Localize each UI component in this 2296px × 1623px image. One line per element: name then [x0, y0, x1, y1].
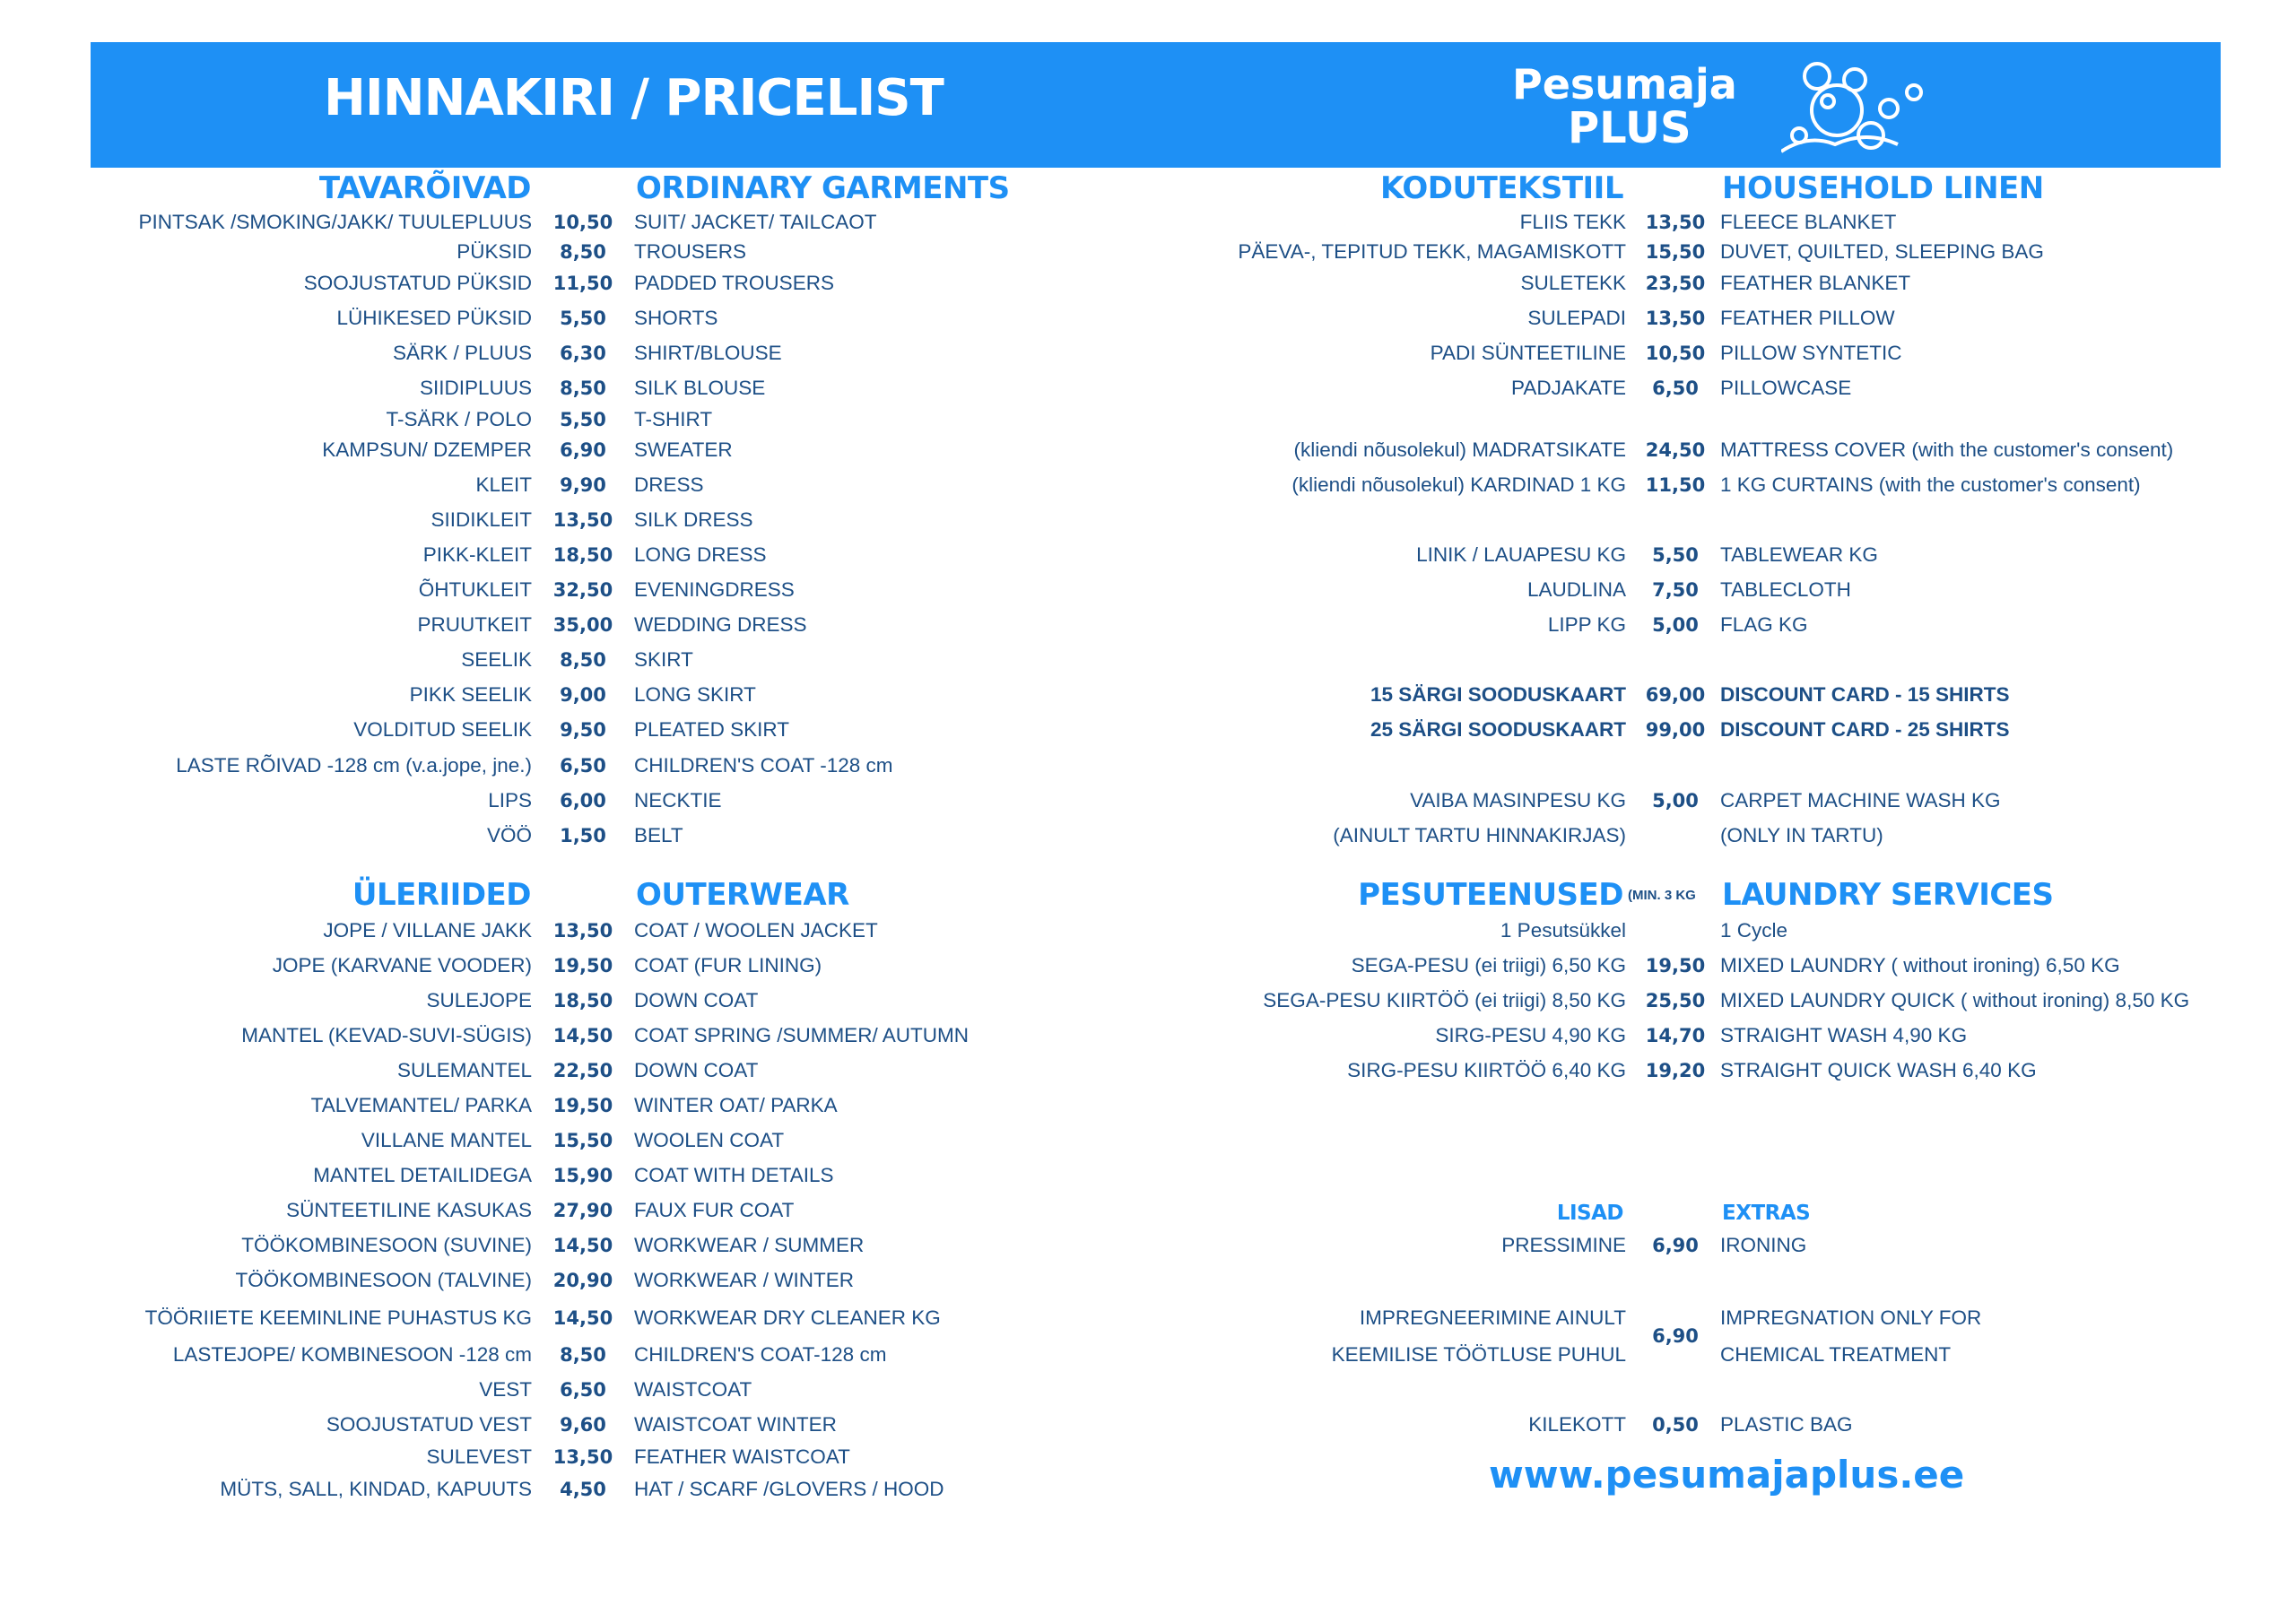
item-price: 5,00: [1652, 614, 1699, 636]
price-row-1-kg-curtains-with-the-customer-s-consen: [0, 471, 2296, 499]
ordinary-garments-heading-et: TAVARÕIVAD: [318, 170, 531, 206]
item-price: 13,50: [1645, 308, 1706, 329]
item-label-en: PADDED TROUSERS: [634, 272, 834, 294]
laundry-services-heading-et: PESUTEENUSED: [1358, 877, 1623, 913]
item-price: 22,50: [552, 1060, 613, 1081]
item-price: 14,50: [552, 1025, 613, 1046]
bubbles-icon: [1781, 55, 1943, 162]
logo-text-line2: PLUS: [1568, 103, 1692, 153]
item-label-en: SKIRT: [634, 648, 693, 671]
item-label-en: FEATHER PILLOW: [1720, 307, 1895, 329]
item-label-en: FLAG KG: [1720, 613, 1808, 636]
price-row-impregnation-only-for: [0, 1304, 2296, 1332]
extras-heading-en: EXTRAS: [1722, 1202, 1811, 1225]
item-price: 11,50: [552, 273, 613, 294]
item-label-en: PLASTIC BAG: [1720, 1413, 1853, 1436]
item-label-en: COAT (FUR LINING): [634, 954, 822, 976]
item-label-et: KAMPSUN/ DZEMPER: [322, 438, 532, 461]
household-linen-heading-et: KODUTEKSTIIL: [1380, 170, 1623, 206]
item-label-en: MIXED LAUNDRY QUICK ( without ironing) 8,50 KG: [1720, 989, 2190, 1011]
item-label-en: PILLOW SYNTETIC: [1720, 342, 1902, 364]
item-price: 6,50: [560, 755, 606, 777]
item-label-et: SULEVEST: [426, 1445, 532, 1468]
price-row-discount-card-15-shirts: [0, 681, 2296, 709]
item-label-en: TROUSERS: [634, 240, 747, 263]
item-label-en: DISCOUNT CARD - 25 SHIRTS: [1720, 718, 2010, 741]
item-label-en: STRAIGHT QUICK WASH 6,40 KG: [1720, 1059, 2037, 1081]
household-linen-heading-en: HOUSEHOLD LINEN: [1722, 170, 2044, 206]
item-price: 14,50: [552, 1307, 613, 1329]
page-title: HINNAKIRI / PRICELIST: [324, 69, 944, 127]
item-price: 9,50: [560, 719, 606, 741]
price-row-chemical-treatment: [0, 1341, 2296, 1369]
item-price: 19,50: [1645, 955, 1706, 976]
item-price: 9,00: [560, 684, 606, 706]
item-label-et: SEGA-PESU KIIRTÖÖ (ei triigi) 8,50 KG: [1263, 989, 1626, 1011]
item-label-et: PRUUTKEIT: [417, 613, 532, 636]
item-label-et: PINTSAK /SMOKING/JAKK/ TUULEPLUUS: [138, 211, 532, 233]
item-price: 27,90: [552, 1200, 613, 1221]
item-price: 13,50: [1645, 212, 1706, 233]
item-label-en: MATTRESS COVER (with the customer's consent): [1720, 438, 2174, 461]
item-label-en: WORKWEAR DRY CLEANER KG: [634, 1306, 941, 1329]
item-label-en: COAT WITH DETAILS: [634, 1164, 834, 1186]
item-label-en: COAT SPRING /SUMMER/ AUTUMN: [634, 1024, 969, 1046]
item-price: 32,50: [552, 579, 613, 601]
item-label-en: SUIT/ JACKET/ TAILCAOT: [634, 211, 877, 233]
item-label-en: DOWN COAT: [634, 989, 759, 1011]
price-row-mixed-laundry-without-ironing-6-50-kg: [0, 951, 2296, 980]
item-label-en: TABLECLOTH: [1720, 578, 1851, 601]
item-label-et: SIRG-PESU KIIRTÖÖ 6,40 KG: [1347, 1059, 1626, 1081]
price-row-coat-with-details: [0, 1161, 2296, 1190]
item-price: 6,00: [560, 790, 606, 812]
item-label-et: 15 SÄRGI SOODUSKAART: [1370, 683, 1626, 706]
price-row-carpet-machine-wash-kg: [0, 786, 2296, 815]
item-label-en: FEATHER WAISTCOAT: [634, 1445, 850, 1468]
item-price: 1,50: [560, 825, 606, 846]
item-label-et: SIRG-PESU 4,90 KG: [1435, 1024, 1626, 1046]
item-label-en: CHILDREN'S COAT -128 cm: [634, 754, 893, 777]
item-price: 8,50: [560, 378, 606, 399]
price-row-1-cycle: [0, 916, 2296, 945]
impregnation-price: 6,90: [1652, 1325, 1699, 1347]
item-label-et: JOPE (KARVANE VOODER): [272, 954, 532, 976]
price-row-workwear-winter: [0, 1266, 2296, 1295]
item-label-et: SEGA-PESU (ei triigi) 6,50 KG: [1351, 954, 1626, 976]
item-price: 23,50: [1645, 273, 1706, 294]
item-price: 15,50: [1645, 241, 1706, 263]
item-label-en: SHIRT/BLOUSE: [634, 342, 782, 364]
item-label-en: WOOLEN COAT: [634, 1129, 785, 1151]
item-label-en: FEATHER BLANKET: [1720, 272, 1911, 294]
item-price: 25,50: [1645, 990, 1706, 1011]
item-label-en: TABLEWEAR KG: [1720, 543, 1878, 566]
item-price: 4,50: [560, 1479, 606, 1500]
item-label-en: DISCOUNT CARD - 15 SHIRTS: [1720, 683, 2010, 706]
item-label-en: (ONLY IN TARTU): [1720, 824, 1883, 846]
item-price: 18,50: [552, 544, 613, 566]
item-price: 20,90: [552, 1270, 613, 1291]
item-label-et: PADJAKATE: [1511, 377, 1626, 399]
item-label-et: SOOJUSTATUD PÜKSID: [303, 272, 532, 294]
item-label-et: SIIDIKLEIT: [430, 508, 532, 531]
item-label-en: BELT: [634, 824, 683, 846]
price-row-skirt: [0, 646, 2296, 674]
item-price: 8,50: [560, 1344, 606, 1366]
item-price: 99,00: [1645, 719, 1706, 741]
item-price: 10,50: [1645, 343, 1706, 364]
item-label-et: VILLANE MANTEL: [361, 1129, 532, 1151]
item-label-en: SWEATER: [634, 438, 733, 461]
item-price: 6,90: [1652, 1235, 1699, 1256]
item-label-et: PIKK SEELIK: [409, 683, 532, 706]
item-label-et: SULEPADI: [1527, 307, 1626, 329]
item-price: 15,50: [552, 1130, 613, 1151]
item-label-en: DUVET, QUILTED, SLEEPING BAG: [1720, 240, 2044, 263]
item-label-et: 25 SÄRGI SOODUSKAART: [1370, 718, 1626, 741]
item-label-en: CHEMICAL TREATMENT: [1720, 1343, 1952, 1366]
item-label-et: KEEMILISE TÖÖTLUSE PUHUL: [1331, 1343, 1626, 1366]
item-label-et: VEST: [479, 1378, 532, 1401]
item-label-et: KLEIT: [475, 473, 532, 496]
item-label-en: SHORTS: [634, 307, 718, 329]
item-label-en: IRONING: [1720, 1234, 1807, 1256]
item-price: 24,50: [1645, 439, 1706, 461]
item-price: 19,20: [1645, 1060, 1706, 1081]
item-label-en: FLEECE BLANKET: [1720, 211, 1897, 233]
item-price: 10,50: [552, 212, 613, 233]
item-label-en: CHILDREN'S COAT-128 cm: [634, 1343, 887, 1366]
item-label-en: WINTER OAT/ PARKA: [634, 1094, 838, 1116]
item-label-en: MIXED LAUNDRY ( without ironing) 6,50 KG: [1720, 954, 2120, 976]
item-price: 8,50: [560, 649, 606, 671]
item-label-et: SULEMANTEL: [396, 1059, 532, 1081]
price-row-only-in-tartu: [0, 821, 2296, 850]
item-price: 15,90: [552, 1165, 613, 1186]
item-price: 5,50: [560, 308, 606, 329]
item-price: 5,50: [560, 409, 606, 430]
price-row-fleece-blanket: [0, 208, 2296, 237]
item-price: 6,30: [560, 343, 606, 364]
item-label-et: LÜHIKESED PÜKSID: [336, 307, 532, 329]
price-row-pillow-syntetic: [0, 339, 2296, 368]
item-price: 8,50: [560, 241, 606, 263]
item-label-et: LAUDLINA: [1526, 578, 1626, 601]
item-label-et: LINIK / LAUAPESU KG: [1416, 543, 1626, 566]
item-price: 14,70: [1645, 1025, 1706, 1046]
item-label-et: MANTEL DETAILIDEGA: [313, 1164, 532, 1186]
item-price: 14,50: [552, 1235, 613, 1256]
item-price: 19,50: [552, 955, 613, 976]
item-price: 13,50: [552, 920, 613, 942]
pesumaja-plus-logo: [1512, 58, 1943, 159]
item-label-et: SULEJOPE: [426, 989, 532, 1011]
price-row-children-s-coat-128-cm: [0, 751, 2296, 780]
price-row-straight-quick-wash-6-40-kg: [0, 1056, 2296, 1085]
item-label-et: PÜKSID: [457, 240, 532, 263]
laundry-min-note: (MIN. 3 KG: [1628, 888, 1696, 903]
item-label-et: MÜTS, SALL, KINDAD, KAPUUTS: [220, 1478, 532, 1500]
item-label-et: PÄEVA-, TEPITUD TEKK, MAGAMISKOTT: [1238, 240, 1626, 263]
item-label-et: LASTE RÕIVAD -128 cm (v.a.jope, jne.): [176, 754, 532, 777]
item-price: 35,00: [552, 614, 613, 636]
price-row-mattress-cover-with-the-customer-s-conse: [0, 436, 2296, 464]
price-row-feather-pillow: [0, 304, 2296, 333]
item-price: 6,90: [560, 439, 606, 461]
item-label-en: DOWN COAT: [634, 1059, 759, 1081]
item-label-et: LASTEJOPE/ KOMBINESOON -128 cm: [172, 1343, 532, 1366]
item-label-en: LONG SKIRT: [634, 683, 756, 706]
item-label-et: (AINULT TARTU HINNAKIRJAS): [1333, 824, 1626, 846]
item-price: 7,50: [1652, 579, 1699, 601]
item-label-et: IMPREGNEERIMINE AINULT: [1359, 1306, 1626, 1329]
ordinary-garments-heading-en: ORDINARY GARMENTS: [636, 170, 1010, 206]
item-label-et: SÄRK / PLUUS: [392, 342, 532, 364]
item-label-et: SIIDIPLUUS: [419, 377, 532, 399]
price-row-faux-fur-coat: [0, 1196, 2296, 1225]
item-price: 9,90: [560, 474, 606, 496]
laundry-services-heading-en: LAUNDRY SERVICES: [1722, 877, 2054, 913]
price-row-woolen-coat: [0, 1126, 2296, 1155]
item-label-en: COAT / WOOLEN JACKET: [634, 919, 878, 942]
item-label-en: WAISTCOAT WINTER: [634, 1413, 837, 1436]
item-label-en: 1 KG CURTAINS (with the customer's consent): [1720, 473, 2141, 496]
item-label-en: T-SHIRT: [634, 408, 713, 430]
item-label-en: FAUX FUR COAT: [634, 1199, 795, 1221]
item-label-et: SEELIK: [461, 648, 532, 671]
item-label-et: ÕHTUKLEIT: [418, 578, 532, 601]
item-price: 11,50: [1645, 474, 1706, 496]
item-label-et: SÜNTEETILINE KASUKAS: [286, 1199, 532, 1221]
item-label-et: TALVEMANTEL/ PARKA: [310, 1094, 532, 1116]
item-label-et: KILEKOTT: [1528, 1413, 1626, 1436]
item-label-en: WORKWEAR / SUMMER: [634, 1234, 865, 1256]
item-label-et: T-SÄRK / POLO: [386, 408, 532, 430]
item-label-en: WEDDING DRESS: [634, 613, 807, 636]
header-banner: [91, 42, 2221, 168]
price-row-silk-dress: [0, 506, 2296, 534]
extras-heading-et: LISAD: [1556, 1202, 1623, 1225]
item-label-et: VÖÖ: [486, 824, 532, 846]
price-row-t-shirt: [0, 405, 2296, 434]
item-label-en: EVENINGDRESS: [634, 578, 795, 601]
item-label-en: 1 Cycle: [1720, 919, 1788, 942]
price-row-tablecloth: [0, 576, 2296, 604]
item-label-et: SULETEKK: [1520, 272, 1626, 294]
item-label-et: LIPP KG: [1547, 613, 1626, 636]
price-row-discount-card-25-shirts: [0, 716, 2296, 744]
item-label-et: FLIIS TEKK: [1519, 211, 1626, 233]
item-price: 9,60: [560, 1414, 606, 1436]
price-row-ironing: [0, 1231, 2296, 1260]
price-row-flag-kg: [0, 611, 2296, 639]
item-price: 5,50: [1652, 544, 1699, 566]
price-row-pillowcase: [0, 374, 2296, 403]
item-price: 6,50: [1652, 378, 1699, 399]
item-price: 69,00: [1645, 684, 1706, 706]
item-label-et: LIPS: [488, 789, 532, 812]
price-row-winter-oat-parka: [0, 1091, 2296, 1120]
item-label-et: PRESSIMINE: [1501, 1234, 1626, 1256]
item-price: 0,50: [1652, 1414, 1699, 1436]
item-price: 6,50: [560, 1379, 606, 1401]
item-label-en: CARPET MACHINE WASH KG: [1720, 789, 2001, 812]
price-row-waistcoat: [0, 1376, 2296, 1404]
item-price: 5,00: [1652, 790, 1699, 812]
outerwear-heading-en: OUTERWEAR: [636, 877, 849, 913]
item-price: 18,50: [552, 990, 613, 1011]
item-price: 13,50: [552, 509, 613, 531]
item-label-en: PILLOWCASE: [1720, 377, 1852, 399]
item-label-en: SILK DRESS: [634, 508, 753, 531]
price-row-feather-blanket: [0, 269, 2296, 298]
item-label-et: PADI SÜNTEETILINE: [1430, 342, 1626, 364]
item-label-en: DRESS: [634, 473, 704, 496]
item-label-et: TÖÖRIIETE KEEMINLINE PUHASTUS KG: [144, 1306, 532, 1329]
price-row-mixed-laundry-quick-without-ironing-8-50: [0, 986, 2296, 1015]
item-price: 13,50: [552, 1446, 613, 1468]
item-label-en: HAT / SCARF /GLOVERS / HOOD: [634, 1478, 944, 1500]
item-label-et: VAIBA MASINPESU KG: [1410, 789, 1626, 812]
item-label-et: VOLDITUD SEELIK: [353, 718, 532, 741]
item-label-et: TÖÖKOMBINESOON (SUVINE): [241, 1234, 532, 1256]
item-label-et: (kliendi nõusolekul) KARDINAD 1 KG: [1292, 473, 1626, 496]
outerwear-heading-et: ÜLERIIDED: [352, 877, 531, 913]
item-label-et: MANTEL (KEVAD-SUVI-SÜGIS): [241, 1024, 532, 1046]
item-label-en: WAISTCOAT: [634, 1378, 752, 1401]
item-price: 19,50: [552, 1095, 613, 1116]
website-link[interactable]: www.pesumajaplus.ee: [1489, 1453, 1965, 1497]
item-label-et: SOOJUSTATUD VEST: [326, 1413, 532, 1436]
item-label-et: 1 Pesutsükkel: [1500, 919, 1626, 942]
item-label-et: TÖÖKOMBINESOON (TALVINE): [235, 1269, 532, 1291]
item-label-en: PLEATED SKIRT: [634, 718, 789, 741]
logo-text-line1: Pesumaja: [1512, 60, 1737, 108]
item-label-en: WORKWEAR / WINTER: [634, 1269, 854, 1291]
item-label-en: STRAIGHT WASH 4,90 KG: [1720, 1024, 1968, 1046]
price-row-plastic-bag: [0, 1410, 2296, 1439]
price-row-duvet-quilted-sleeping-bag: [0, 238, 2296, 266]
item-label-en: NECKTIE: [634, 789, 722, 812]
item-label-et: (kliendi nõusolekul) MADRATSIKATE: [1293, 438, 1626, 461]
item-label-et: PIKK-KLEIT: [422, 543, 532, 566]
item-label-en: LONG DRESS: [634, 543, 767, 566]
price-row-straight-wash-4-90-kg: [0, 1021, 2296, 1050]
item-label-en: SILK BLOUSE: [634, 377, 766, 399]
price-row-tablewear-kg: [0, 541, 2296, 569]
item-label-et: JOPE / VILLANE JAKK: [323, 919, 532, 942]
item-label-en: IMPREGNATION ONLY FOR: [1720, 1306, 1982, 1329]
